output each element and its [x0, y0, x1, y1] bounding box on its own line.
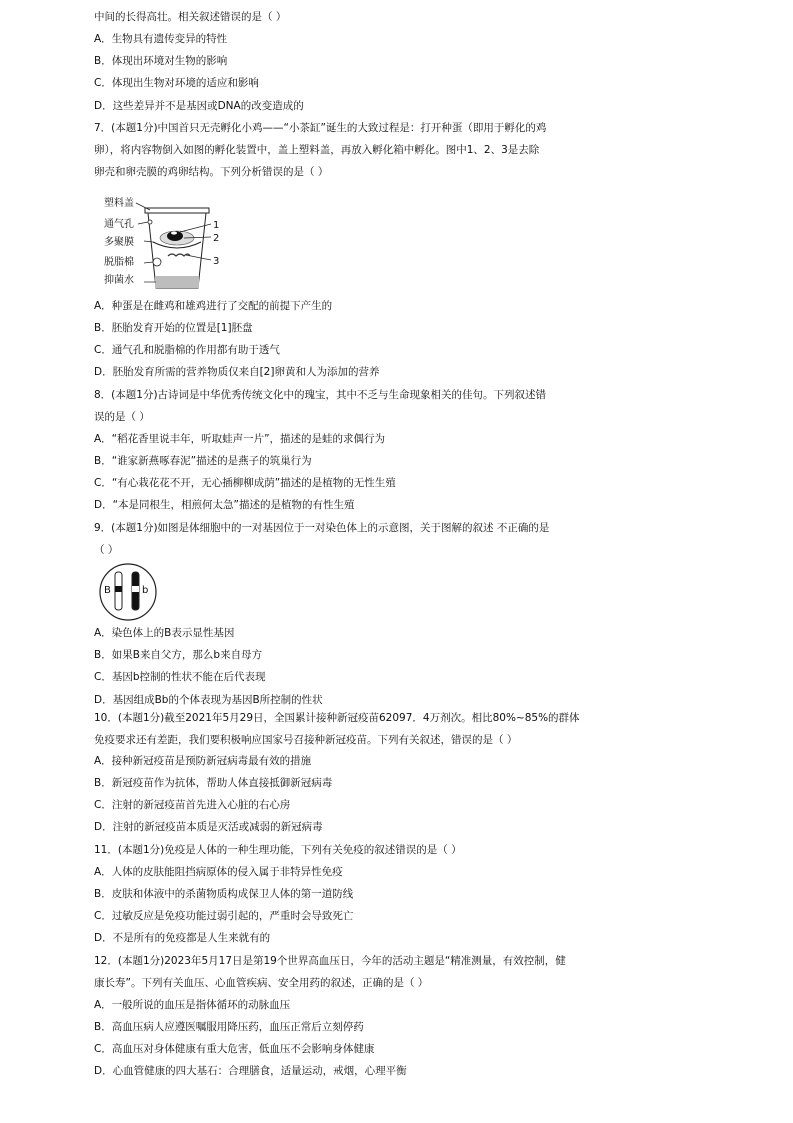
- option-line: A．一般所说的血压是指体循环的动脉血压: [94, 999, 291, 1011]
- option-line: D．胚胎发育所需的营养物质仅来自[2]卵黄和人为添加的营养: [94, 366, 380, 378]
- question-9-line: （ ）: [94, 544, 119, 556]
- egg-incubator-figure: [100, 192, 240, 292]
- option-line: B．高血压病人应遵医嘱服用降压药，血压正常后立刻停药: [94, 1021, 364, 1033]
- text-line: 中间的长得高壮。相关叙述错误的是（ ）: [94, 11, 287, 23]
- option-line: B．“谁家新燕啄春泥”描述的是燕子的筑巢行为: [94, 455, 312, 467]
- option-line: A．种蛋是在雌鸡和雄鸡进行了交配的前提下产生的: [94, 300, 333, 312]
- option-line: B．体现出环境对生物的影响: [94, 55, 228, 67]
- number-2: 2: [213, 233, 220, 244]
- option-line: B．新冠疫苗作为抗体，帮助人体直接抵御新冠病毒: [94, 777, 333, 789]
- label-cotton: 脱脂棉: [104, 257, 134, 268]
- gene-locus-right: [132, 586, 139, 592]
- question-7-line: 卵），将内容物倒入如图的孵化装置中，盖上塑料盖，再放入孵化箱中孵化。图中1、2、3是去除: [94, 144, 540, 156]
- option-line: A．人体的皮肤能阻挡病原体的侵入属于非特异性免疫: [94, 866, 343, 878]
- label-water: 抑菌水: [104, 275, 134, 286]
- option-line: A．“稻花香里说丰年，听取蛙声一片”，描述的是蛙的求偶行为: [94, 433, 386, 445]
- question-10-line: 免疫要求还有差距，我们要积极响应国家号召接种新冠疫苗。下列有关叙述，错误的是（ ）: [94, 734, 518, 746]
- water-layer: [155, 276, 199, 288]
- number-1: 1: [213, 220, 220, 231]
- option-line: A．接种新冠疫苗是预防新冠病毒最有效的措施: [94, 755, 312, 767]
- option-line: D．基因组成Bb的个体表现为基因B所控制的性状: [94, 694, 323, 706]
- option-line: B．皮肤和体液中的杀菌物质构成保卫人体的第一道防线: [94, 888, 354, 900]
- number-3: 3: [213, 256, 220, 267]
- vent-hole: [148, 220, 152, 224]
- option-line: C．“有心栽花花不开，无心插柳柳成荫”描述的是植物的无性生殖: [94, 477, 396, 489]
- label-vent-hole: 通气孔: [104, 219, 134, 230]
- lid-shape: [145, 208, 209, 213]
- gene-b: b: [142, 585, 149, 596]
- option-line: D．注射的新冠疫苗本质是灭活或减弱的新冠病毒: [94, 821, 323, 833]
- gene-locus-left: [115, 586, 122, 592]
- option-line: C．通气孔和脱脂棉的作用都有助于透气: [94, 344, 280, 356]
- question-11-line: 11．(本题1分)免疫是人体的一种生理功能，下列有关免疫的叙述错误的是（ ）: [94, 844, 462, 856]
- question-12-line: 12．(本题1分)2023年5月17日是第19个世界高血压日，今年的活动主题是“精准测量，有效控制，健: [94, 955, 566, 967]
- option-line: C．注射的新冠疫苗首先进入心脏的右心房: [94, 799, 291, 811]
- option-line: C．基因b控制的性状不能在后代表现: [94, 671, 266, 683]
- option-line: A．染色体上的B表示显性基因: [94, 627, 235, 639]
- option-line: D．心血管健康的四大基石：合理膳食，适量运动，戒烟，心理平衡: [94, 1065, 407, 1077]
- option-line: C．过敏反应是免疫功能过弱引起的，严重时会导致死亡: [94, 910, 354, 922]
- blastodisc: [171, 231, 177, 234]
- option-line: A．生物具有遗传变异的特性: [94, 33, 228, 45]
- question-8-line: 8．(本题1分)古诗词是中华优秀传统文化中的瑰宝，其中不乏与生命现象相关的佳句。下列叙述错: [94, 389, 547, 401]
- option-line: D．不是所有的免疫都是人生来就有的: [94, 932, 271, 944]
- option-line: D．“本是同根生，相煎何太急”描述的是植物的有性生殖: [94, 499, 355, 511]
- chromosome-figure: [95, 562, 161, 622]
- option-line: D．这些差异并不是基因或DNA的改变造成的: [94, 100, 304, 112]
- option-line: B．胚胎发育开始的位置是[1]胚盘: [94, 322, 253, 334]
- option-line: C．高血压对身体健康有重大危害，低血压不会影响身体健康: [94, 1043, 375, 1055]
- option-line: B．如果B来自父方，那么b来自母方: [94, 649, 263, 661]
- question-10-line: 10．(本题1分)截至2021年5月29日，全国累计接种新冠疫苗62097．4万剂次。相比80%~85%的群体: [94, 712, 580, 724]
- cotton-ball: [153, 258, 161, 266]
- question-7-line: 7．(本题1分)中国首只无壳孵化小鸡——“小茶缸”诞生的大致过程是：打开种蛋（即用于孵化的鸡: [94, 122, 547, 134]
- gene-B: B: [104, 585, 111, 596]
- label-membrane: 多聚膜: [104, 237, 134, 248]
- question-12-line: 康长寿”。下列有关血压、心血管疾病、安全用药的叙述，正确的是（ ）: [94, 977, 429, 989]
- question-9-line: 9．(本题1分)如图是体细胞中的一对基因位于一对染色体上的示意图，关于图解的叙述 不正确的是: [94, 522, 550, 534]
- label-plastic-lid: 塑料盖: [104, 198, 134, 209]
- option-line: C．体现出生物对环境的适应和影响: [94, 77, 259, 89]
- question-7-line: 卵壳和卵壳膜的鸡卵结构。下列分析错误的是（ ）: [94, 166, 329, 178]
- question-8-line: 误的是（ ）: [94, 411, 150, 423]
